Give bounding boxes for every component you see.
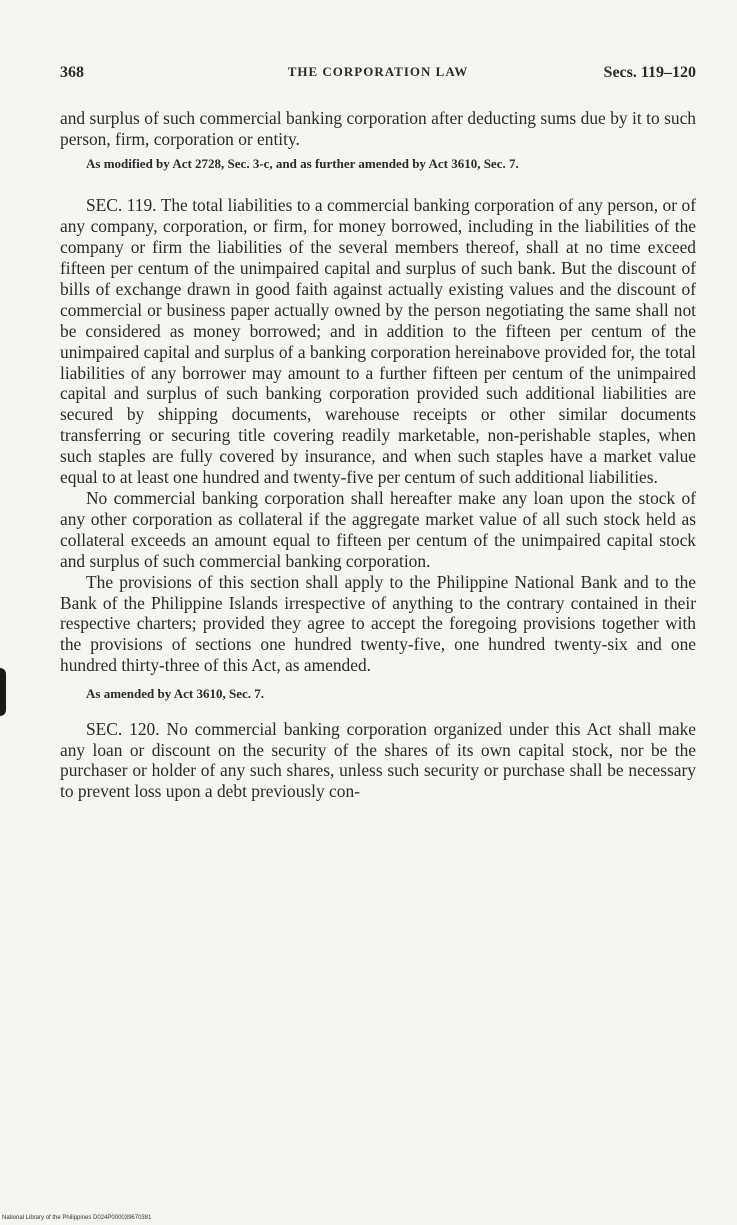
continuation-paragraph: and surplus of such commercial banking corporation after deducting sums due by it to such person, firm, corporation or entity. — [60, 108, 696, 149]
library-watermark: National Library of the Philippines D024P000039670381 — [2, 1215, 152, 1221]
amendment-note: As modified by Act 2728, Sec. 3-c, and as further amended by Act 3610, Sec. 7. — [86, 155, 519, 171]
page-body — [60, 108, 696, 802]
scan-margin-mark — [0, 668, 6, 716]
page-header — [60, 64, 696, 88]
running-title: THE CORPORATION LAW — [287, 64, 469, 79]
section-119-paragraph-2: No commercial banking corporation shall hereafter make any loan upon the stock of any other corporation as collateral if the aggregate market value of all such stock held as collateral exceeds an amount equal to fifteen per centum of the unimpaired capital stock and surplus of such commercial banking corporation. — [60, 488, 696, 571]
section-120-paragraph-1: SEC. 120. No commercial banking corporation organized under this Act shall make any loan or discount on the security of the shares of its own capital stock, nor be the purchaser or holder of any such shares, unless such security or purchase shall be necessary to prevent loss upon a debt previously con- — [60, 718, 696, 802]
section-119-paragraph-3: The provisions of this section shall apply to the Philippine National Bank and to the Bank of the Philippine Islands irrespective of anything to the contrary contained in their respective charters; provided they agree to accept the foregoing provisions together with the provisions of sections one hundred twenty-five, one hundred twenty-six and one hundred thirty-three of this Act, as amended. — [60, 571, 696, 676]
section-119-paragraph-1: SEC. 119. The total liabilities to a commercial banking corporation of any person, or of any company, corporation, or firm, for money borrowed, including in the liabilities of the company or firm the liabilities of the several members thereof, shall at no time exceed fifteen per centum of the unimpaired capital and surplus of such bank. But the discount of bills of exchange drawn in good faith against actually existing values and the discount of commercial or business paper actually owned by the person negotiating the same shall not be considered as money borrowed; and in addition to the fifteen per centum of the unimpaired capital and surplus of a banking corporation hereinabove provided for, the total liabilities of any borrower may amount to a further fifteen per centum of the unimpaired capital and surplus of such banking corporation provided such additional liabilities are secured by shipping documents, warehouse receipts or other similar documents transferring or securing title covering readily marketable, non-perishable staples, when such staples are fully covered by insurance, and when such staples have a market value equal to at least one hundred and twenty-five per centum of such additional liabilities. — [60, 195, 696, 488]
amendment-note-2: As amended by Act 3610, Sec. 7. — [86, 686, 265, 702]
section-range: Secs. 119–120 — [603, 64, 696, 81]
page-number: 368 — [60, 64, 84, 81]
